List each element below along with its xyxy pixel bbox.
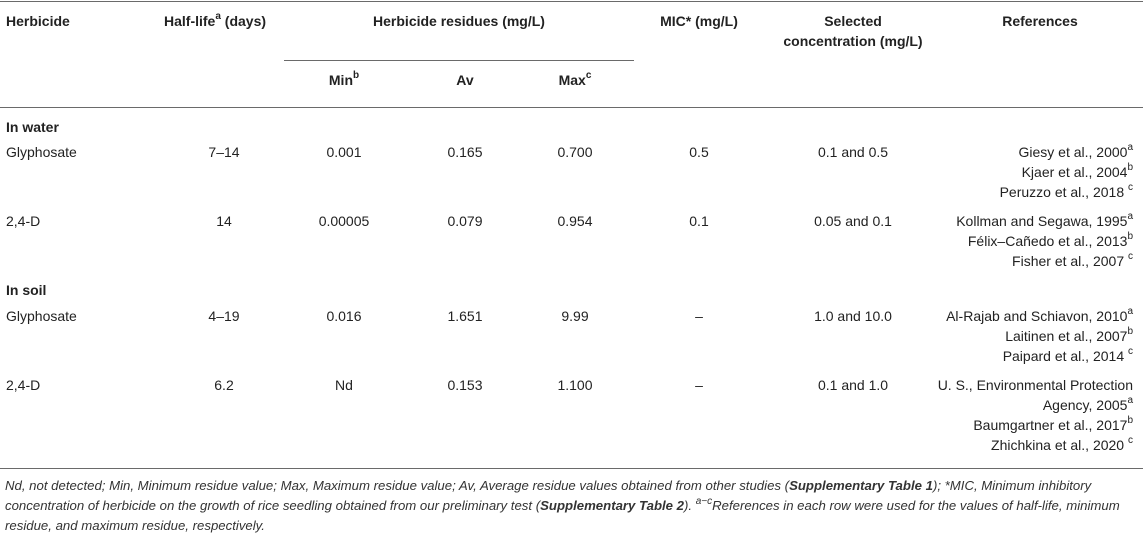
reference-line — [1003, 346, 1133, 366]
reference-line — [1000, 182, 1133, 202]
header-residues: Herbicide residues (mg/L) — [373, 13, 545, 29]
reference-sup: a — [1127, 142, 1133, 154]
table-footnote — [5, 476, 1141, 536]
table-bottom-rule — [0, 468, 1143, 469]
reference-text: Félix–Cañedo et al., 2013 — [967, 233, 1128, 249]
cell-max: 9.99 — [561, 308, 589, 324]
header-half-life — [164, 11, 266, 31]
footnote-supplementary-table-1-link[interactable]: Supplementary Table 1 — [789, 478, 933, 493]
reference-line — [968, 231, 1133, 251]
reference-text: Laitinen et al., 2007 — [1005, 328, 1128, 344]
cell-mic: 0.1 — [689, 213, 709, 229]
cell-herbicide: 2,4-D — [6, 377, 41, 393]
reference-text: Fisher et al., 2007 — [1012, 253, 1128, 269]
cell-av: 0.153 — [447, 377, 483, 393]
cell-av: 0.079 — [447, 213, 483, 229]
header-selected-line1: Selected — [824, 13, 882, 29]
header-min-sup: b — [353, 70, 360, 82]
header-mic: MIC* (mg/L) — [660, 13, 738, 29]
cell-selected: 1.0 and 10.0 — [814, 308, 892, 324]
reference-text: Al-Rajab and Schiavon, 2010 — [946, 308, 1128, 324]
cell-herbicide: Glyphosate — [6, 308, 77, 324]
reference-line — [1043, 395, 1133, 415]
header-max-text: Max — [558, 72, 586, 88]
header-max-sup: c — [585, 70, 592, 82]
cell-selected: 0.05 and 0.1 — [814, 213, 892, 229]
reference-sup: c — [1128, 435, 1133, 447]
cell-min: 0.016 — [326, 308, 362, 324]
reference-sup: c — [1128, 182, 1133, 194]
reference-line — [1018, 142, 1133, 162]
header-half-life-unit: (days) — [220, 13, 267, 29]
cell-selected: 0.1 and 1.0 — [817, 377, 889, 393]
header-min — [284, 70, 404, 90]
footnote-part-4: References in each row were used for the values of half-life, minimum residue, and maximum residue, respectively. — [5, 498, 1120, 533]
cell-min: 0.001 — [326, 144, 362, 160]
reference-text: Baumgartner et al., 2017 — [973, 417, 1128, 433]
header-selected-line2: concentration (mg/L) — [783, 33, 923, 49]
section-title-soil: In soil — [6, 282, 47, 298]
reference-sup: b — [1127, 162, 1133, 174]
reference-text: Kjaer et al., 2004 — [1021, 164, 1128, 180]
section-title-water: In water — [6, 119, 59, 135]
cell-half-life: 7–14 — [208, 144, 240, 160]
reference-line — [973, 415, 1133, 435]
cell-half-life: 6.2 — [214, 377, 234, 393]
reference-sup: a — [1127, 306, 1133, 318]
reference-text: Giesy et al., 2000 — [1018, 144, 1128, 160]
cell-av: 0.165 — [447, 144, 483, 160]
reference-line — [991, 435, 1133, 455]
cell-mic: – — [695, 308, 703, 324]
reference-text: Kollman and Segawa, 1995 — [956, 213, 1128, 229]
footnote-range-sup: a−c — [695, 495, 713, 507]
footnote-part-1: Nd, not detected; Min, Minimum residue value; Max, Maximum residue value; Av, Average residue values obtained from other studies ( — [5, 478, 790, 493]
reference-text: Agency, 2005 — [1042, 397, 1128, 413]
reference-text: Peruzzo et al., 2018 — [999, 184, 1128, 200]
reference-sup: c — [1128, 251, 1133, 263]
reference-text: U. S., Environmental Protection — [937, 377, 1133, 393]
reference-sup: a — [1127, 211, 1133, 223]
cell-herbicide: Glyphosate — [6, 144, 77, 160]
reference-line — [1005, 326, 1133, 346]
cell-min: 0.00005 — [318, 213, 370, 229]
cell-half-life: 14 — [216, 213, 232, 229]
reference-text: Paipard et al., 2014 — [1002, 348, 1128, 364]
cell-min: Nd — [335, 377, 353, 393]
reference-line — [938, 375, 1133, 395]
header-min-text: Min — [328, 72, 353, 88]
header-references: References — [1002, 13, 1078, 29]
reference-sup: b — [1127, 326, 1133, 338]
cell-half-life: 4–19 — [208, 308, 240, 324]
reference-sup: b — [1127, 415, 1133, 427]
header-max — [520, 70, 630, 90]
reference-line — [1012, 251, 1133, 271]
header-herbicide: Herbicide — [6, 13, 70, 29]
cell-selected: 0.1 and 0.5 — [817, 144, 889, 160]
top-rule — [0, 1, 1143, 2]
cell-av: 1.651 — [447, 308, 483, 324]
residues-subheader-rule — [284, 60, 634, 61]
cell-mic: – — [695, 377, 703, 393]
header-half-life-sup: a — [215, 11, 221, 23]
reference-line — [946, 306, 1133, 326]
reference-sup: a — [1127, 395, 1133, 407]
footnote-supplementary-table-2-link[interactable]: Supplementary Table 2 — [540, 498, 685, 513]
cell-max: 0.954 — [557, 213, 593, 229]
reference-text: Zhichkina et al., 2020 — [991, 437, 1128, 453]
reference-line — [956, 211, 1133, 231]
footnote-part-3: ). — [684, 498, 696, 513]
reference-line — [1022, 162, 1133, 182]
header-av: Av — [456, 72, 474, 88]
footnote-part-2: ); *MIC, Minimum inhibitory concentration of herbicide on the growth of rice seedling obtained from our preliminary test ( — [5, 478, 1092, 513]
reference-sup: c — [1128, 346, 1133, 358]
reference-sup: b — [1127, 231, 1133, 243]
header-half-life-text: Half-life — [164, 13, 216, 29]
cell-max: 1.100 — [557, 377, 593, 393]
cell-herbicide: 2,4-D — [6, 213, 41, 229]
cell-max: 0.700 — [557, 144, 593, 160]
cell-mic: 0.5 — [689, 144, 709, 160]
header-bottom-rule — [0, 107, 1143, 108]
